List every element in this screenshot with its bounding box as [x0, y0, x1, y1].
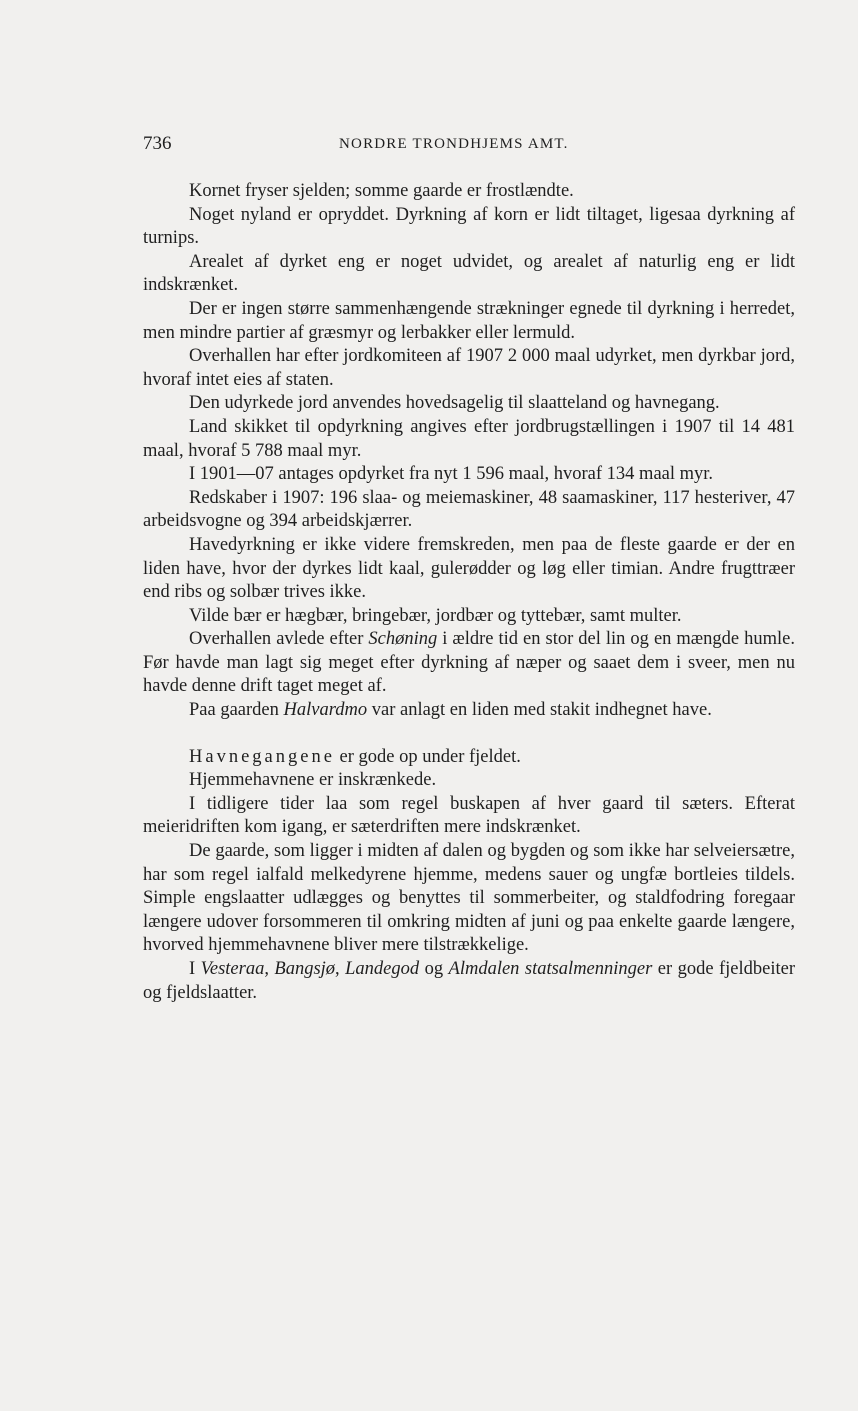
paragraph: Arealet af dyrket eng er noget udvidet, og arealet af naturlig eng er lidt indskrænket. — [143, 251, 795, 296]
italic-name: Vesteraa — [200, 959, 265, 979]
paragraph: Hjemmehavnene er inskrænkede. — [189, 770, 437, 791]
italic-name: Halvardmo — [283, 700, 368, 721]
paragraph: Der er ingen større sammenhængende strækninger egnede til dyrkning i herredet, men mindre partier af græsmyr og lerbakker eller lermuld. — [143, 298, 795, 343]
paragraph: Vilde bær er hægbær, bringebær, jordbær og tyttebær, samt multer. — [189, 605, 682, 626]
paragraph: De gaarde, som ligger i midten af dalen og bygden og som ikke har selveiersætre, har som regel ialfald melkedyrene hjemme, medens sauer og ungfæ bortleies tildels. Simple engslaatter udlægges og benyttes til sommerbeiter, og staldfodring foregaar længere udover forsommeren til omkring midten af juni og paa enkelte gaarde længere, hvorved hjemmehavnene bliver mere tilstrækkelige. — [143, 841, 795, 956]
paragraph: Kornet fryser sjelden; somme gaarde er frostlændte. — [189, 181, 574, 201]
italic-name: Schøning — [368, 629, 438, 650]
italic-name: Bangsjø — [274, 959, 336, 979]
paragraph: Havnegangene er gode op under fjeldet. — [189, 746, 521, 767]
paragraph: Noget nyland er opryddet. Dyrkning af korn er lidt tiltaget, ligesaa dyrkning af turnips. — [143, 204, 795, 249]
body-text — [143, 180, 795, 1005]
paragraph: I tidligere tider laa som regel buskapen af hver gaard til sæters. Efterat meieridriften kom igang, er sæterdriften mere indskrænket. — [143, 793, 795, 838]
paragraph: Paa gaarden Halvardmo var anlagt en liden med stakit indhegnet have. — [189, 700, 712, 721]
paragraph: Redskaber i 1907: 196 slaa- og meiemaskiner, 48 saamaskiner, 117 hesteriver, 47 arbeidsvogne og 394 arbeidskjærrer. — [143, 487, 795, 532]
paragraph: I 1901—07 antages opdyrket fra nyt 1 596 maal, hvoraf 134 maal myr. — [189, 464, 714, 485]
italic-name: Almdalen statsalmenninger — [448, 959, 653, 979]
paragraph: Overhallen avlede efter Schøning i ældre tid en stor del lin og en mængde humle. Før havde man lagt sig meget efter dyrkning af næper og saaet dem i sveer, men nu havde denne drift taget meget af. — [143, 629, 795, 697]
paragraph: Den udyrkede jord anvendes hovedsagelig til slaatteland og havnegang. — [189, 393, 720, 414]
running-title: NORDRE TRONDHJEMS AMT. — [339, 136, 569, 152]
spaced-heading-word: Havnegangene — [189, 746, 335, 767]
page-header — [143, 133, 795, 161]
paragraph: Overhallen har efter jordkomiteen af 1907 2 000 maal udyrket, men dyrkbar jord, hvoraf intet eies af staten. — [143, 346, 795, 390]
paragraph: Havedyrkning er ikke videre fremskreden, men paa de fleste gaarde er der en liden have, hvor der dyrkes lidt kaal, gulerødder og løg eller timian. Andre frugttræer end ribs og solbær trives ikke. — [143, 534, 795, 603]
paragraph: I Vesteraa, Bangsjø, Landegod og Almdalen statsalmenninger er gode fjeldbeiter og fjeldslaatter. — [143, 959, 796, 1003]
italic-name: Landegod — [345, 959, 420, 979]
page-number: 736 — [143, 133, 172, 154]
paragraph: Land skikket til opdyrkning angives efter jordbrugstællingen i 1907 til 14 481 maal, hvoraf 5 788 maal myr. — [143, 416, 795, 461]
